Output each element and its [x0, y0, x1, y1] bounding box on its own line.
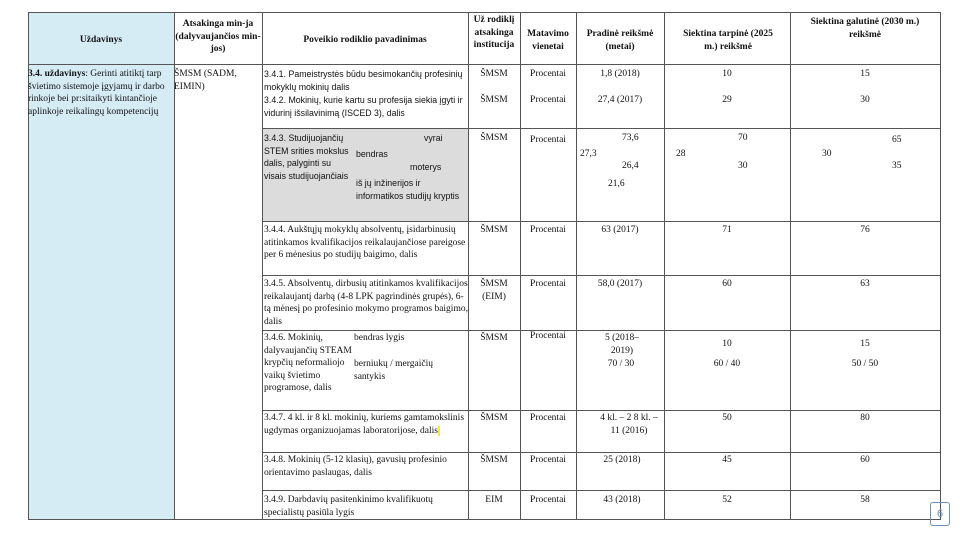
page-number: 6: [930, 502, 950, 526]
initial-342: 27,4 (2017): [597, 95, 643, 105]
unit-348: Procentai: [530, 455, 566, 465]
indicator-342: 3.4.2. Mokinių, kurie kartu su profesija siekia įgyti ir vidurinį išsilavinimą (ISCED 3), dalis: [264, 95, 463, 118]
unit-344: Procentai: [530, 225, 566, 235]
interim-346-total: 10: [722, 339, 732, 349]
header-final: Siektina galutinė (2030 m.) reikšmė: [810, 17, 920, 40]
inst-344: ŠMSM: [480, 225, 508, 235]
unit-345: Procentai: [530, 279, 566, 289]
highlight-marker: [438, 426, 440, 436]
interim-349: 52: [722, 495, 732, 505]
task-text: : Gerinti atitiktį tarp švietimo sistemoje įgyjamų ir darbo rinkoje bei pr:sitaikyti kintančioje aplinkoje reikalingų kompetencijų: [28, 69, 165, 117]
initial-346-total: 5 (2018–2019): [604, 333, 640, 356]
final-343-total: 30: [822, 149, 832, 159]
header-task: Uždavinys: [79, 35, 123, 45]
inst-343: ŠMSM: [480, 133, 508, 143]
inst-349: EIM: [485, 495, 503, 505]
indicator-348: 3.4.8. Mokinių (5-12 klasių), gavusių profesinio orientavimo paslaugas, dalis: [264, 455, 447, 478]
indicator-346-total: bendras lygis: [354, 333, 405, 343]
indicator-343: 3.4.3. Studijuojančių STEM srities mokslus dalis, palyginti su visais studijuojančiais: [264, 133, 349, 181]
inst-345: ŠMSM (EIM): [480, 279, 508, 302]
initial-344: 63 (2017): [601, 225, 639, 235]
inst-347: ŠMSM: [480, 413, 508, 423]
indicator-343-men: vyrai: [424, 133, 443, 143]
unit-342: Procentai: [530, 95, 566, 105]
interim-348: 45: [722, 455, 732, 465]
initial-343-men: 73,6: [622, 133, 639, 143]
final-343-women: 35: [892, 161, 902, 171]
initial-347: 4 kl. – 2 8 kl. – 11 (2016): [600, 413, 658, 436]
indicator-341: 3.4.1. Pameistrystės būdu besimokančių profesinių mokyklų mokinių dalis: [264, 69, 463, 92]
initial-346-ratio: 70 / 30: [607, 359, 635, 369]
indicator-349: 3.4.9. Darbdavių pasitenkinimo kvalifikuotų specialistų pasiūla lygis: [264, 495, 433, 518]
header-initial: Pradinė reikšmė (metai): [586, 29, 654, 52]
initial-349: 43 (2018): [603, 495, 641, 505]
indicator-345: 3.4.5. Absolventų, dirbusių atitinkamos kvalifikacijos reikalaujantį darbą (4-8 LPK pagrindinės grupės), 6-tą mėnesį po profesinio mokymo programos baigimo, dalis: [264, 279, 468, 327]
interim-347: 50: [722, 413, 732, 423]
indicator-346-ratio: berniukų / mergaičių santykis: [354, 359, 433, 382]
task-prefix: 3.4. uždavinys: [28, 69, 86, 79]
header-unit: Matavimo vienetai: [527, 29, 569, 52]
unit-347: Procentai: [530, 413, 566, 423]
indicator-343-women: moterys: [410, 162, 442, 172]
initial-343-total: 27,3: [580, 149, 597, 159]
inst-348: ŠMSM: [480, 455, 508, 465]
inst-346: ŠMSM: [480, 333, 508, 343]
initial-343-women: 26,4: [622, 161, 639, 171]
interim-342: 29: [722, 95, 732, 105]
unit-343: Procentai: [530, 135, 566, 145]
final-341: 15: [860, 69, 870, 79]
indicator-344: 3.4.4. Aukštųjų mokyklų absolventų, įsidarbinusių atitinkamos kvalifikacijos reikalaujančiose pareigose per 6 mėnesius po studijų baigimo, dalis: [264, 225, 466, 260]
initial-343-engineering: 21,6: [608, 179, 625, 189]
interim-346-ratio: 60 / 40: [713, 359, 741, 369]
indicator-343-engineering: iš jų inžinerijos ir informatikos studijų kryptis: [356, 178, 460, 201]
interim-344: 71: [722, 225, 732, 235]
indicator-346: 3.4.6. Mokinių, dalyvaujančių STEAM krypčių neformaliojo vaikų švietimo programose, dalis: [264, 333, 352, 393]
final-346-total: 15: [860, 339, 870, 349]
interim-343-men: 70: [738, 133, 748, 143]
kpi-table: [28, 12, 941, 520]
final-342: 30: [860, 95, 870, 105]
interim-341: 10: [722, 69, 732, 79]
indicator-343-total: bendras: [356, 149, 388, 159]
final-344: 76: [860, 225, 870, 235]
inst-342: ŠMSM: [480, 95, 508, 105]
initial-348: 25 (2018): [603, 455, 641, 465]
unit-341: Procentai: [530, 69, 566, 79]
unit-349: Procentai: [530, 495, 566, 505]
final-345: 63: [860, 279, 870, 289]
header-indicator: Poveikio rodiklio pavadinimas: [303, 35, 427, 45]
task-description: [28, 68, 178, 118]
interim-343-total: 28: [676, 149, 686, 159]
initial-345: 58,0 (2017): [597, 279, 643, 289]
unit-346: Procentai: [530, 331, 566, 341]
final-343-men: 65: [892, 135, 902, 145]
header-interim: Siektina tarpinė (2025 m.) reikšmė: [683, 29, 773, 52]
ministry: ŠMSM (SADM, EIMIN): [174, 69, 237, 92]
indicator-347: [264, 412, 468, 437]
final-348: 60: [860, 455, 870, 465]
inst-341: ŠMSM: [480, 69, 508, 79]
initial-341: 1,8 (2018): [600, 69, 640, 79]
indicator-347-text: 3.4.7. 4 kl. ir 8 kl. mokinių, kuriems gamtamokslinis ugdymas organizuojamas laboratorijose, dalis: [264, 413, 465, 436]
final-349: 58: [860, 495, 870, 505]
interim-343-women: 30: [738, 161, 748, 171]
final-347: 80: [860, 413, 870, 423]
final-346-ratio: 50 / 50: [851, 359, 879, 369]
header-ministry: Atsakinga min-ja (dalyvaujančios min-jos): [175, 19, 261, 54]
header-resp-institution: Už rodiklį atsakinga institucija: [473, 15, 515, 50]
interim-345: 60: [722, 279, 732, 289]
